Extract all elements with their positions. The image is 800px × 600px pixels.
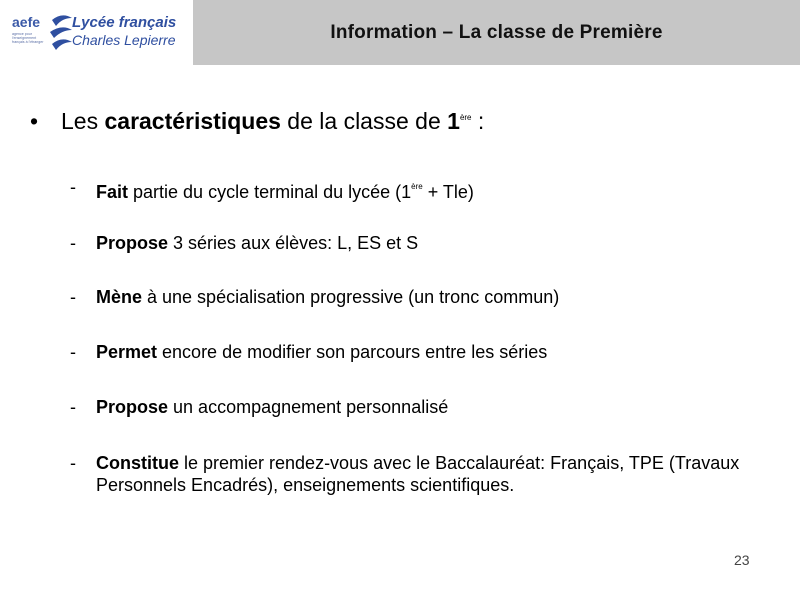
logo-school-name: Lycée français: [72, 14, 177, 31]
sub-bullet-text: [96, 452, 766, 496]
sub-rest: un accompagnement personnalisé: [168, 397, 449, 417]
logo-aefe-subtitle: agence pour l'enseignement français à l'étranger: [12, 32, 44, 45]
logo-aefe-text: aefe: [12, 14, 41, 30]
sub-bold: Fait: [96, 182, 129, 202]
sub-rest: encore de modifier son parcours entre les séries: [157, 342, 548, 362]
sub-bold: Propose: [96, 397, 169, 417]
logo-school-subname: Charles Lepierre: [72, 32, 176, 48]
main-suffix: :: [471, 108, 485, 134]
sub-bullet-text: [96, 176, 766, 203]
dash-marker: -: [70, 342, 76, 362]
dash-marker: -: [70, 287, 76, 307]
dash-marker: -: [70, 177, 76, 197]
sub-bullet-text: [96, 286, 766, 308]
page-number: 23: [734, 552, 750, 568]
sub-bold: Permet: [96, 342, 158, 362]
dash-marker: -: [70, 233, 76, 253]
logo-swoosh-icon: [48, 10, 74, 54]
sub-bold: Constitue: [96, 453, 179, 473]
sub-bullet-text: [96, 341, 766, 363]
main-ordinal-sup: ère: [459, 113, 472, 122]
school-logo: [8, 8, 188, 58]
bullet-dot: •: [30, 108, 39, 134]
sub-bold: Propose: [96, 233, 169, 253]
main-middle: de la classe de: [280, 108, 448, 134]
sub-rest: 3 séries aux élèves: L, ES et S: [168, 233, 419, 253]
dash-marker: -: [70, 453, 76, 473]
sub-sup: ère: [411, 182, 423, 191]
slide-title: Information – La classe de Première: [330, 21, 663, 43]
sub-rest: à une spécialisation progressive (un tronc commun): [142, 287, 560, 307]
main-bullet-text: [61, 108, 484, 135]
sub-bullet-text: [96, 232, 766, 254]
main-prefix: Les: [61, 108, 105, 134]
sub-rest: le premier rendez-vous avec le Baccalauréat: Français, TPE (Travaux Personnels Encadrés), enseignements scientifiques.: [96, 453, 740, 495]
sub-rest2: + Tle): [422, 182, 474, 202]
dash-marker: -: [70, 397, 76, 417]
sub-bold: Mène: [96, 287, 143, 307]
sub-rest: partie du cycle terminal du lycée (1: [128, 182, 412, 202]
main-ordinal: 1: [447, 108, 460, 134]
sub-bullet-text: [96, 396, 766, 418]
main-bold-word: caractéristiques: [104, 108, 281, 134]
